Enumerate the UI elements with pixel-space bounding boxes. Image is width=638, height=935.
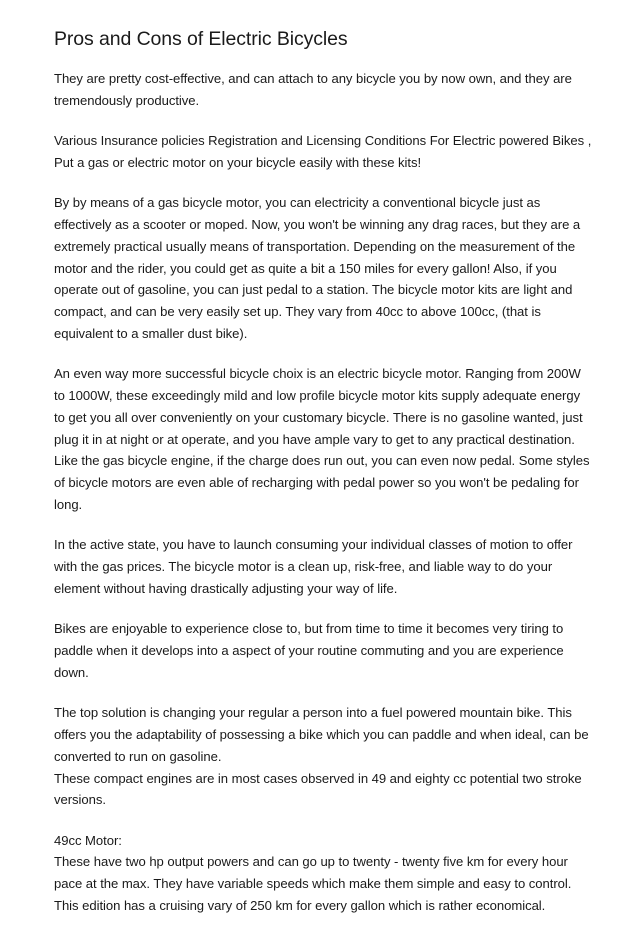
paragraph-compact-engines: These compact engines are in most cases observed in 49 and eighty cc potential two stroke versions.	[54, 770, 582, 808]
paragraph-gas-motor: By by means of a gas bicycle motor, you can electricity a conventional bicycle just as effectively as a scooter or moped. Now, you won't be winning any drag races, but they are a extremely practical usually means of transportation. Depending on the measurement of the motor and the rider, you could get as quite a bit a 150 miles for every gallon! Also, if you operate out of gasoline, you can just pedal to a station. The bicycle motor kits are light and compact, and can be very easily set up. They vary from 40cc to above 100cc, (that is equivalent to a smaller dust bike).	[54, 195, 581, 341]
paragraph-bikes-enjoyable: Bikes are enjoyable to experience close to, but from time to time it becomes very tiring to paddle when it develops into a aspect of your routine commuting and you are experience down.	[54, 621, 564, 680]
section-heading-49cc: 49cc Motor:	[54, 832, 122, 848]
paragraph-electric-motor: An even way more successful bicycle choix is an electric bicycle motor. Ranging from 200W to 1000W, these exceedingly mild and low profile bicycle motor kits supply adequate energy to get you all over conveniently on your customary bicycle. There is no gasoline wanted, just plug it in at night or at operate, and you have ample vary to get to any practical destination. Like the gas bicycle engine, if the charge does run out, you can even now pedal. Some styles of bicycle motors are even able of recharging with pedal power so you won't be pedaling for long.	[54, 366, 590, 513]
paragraph-intro: They are pretty cost-effective, and can attach to any bicycle you by now own, and they are tremendously productive.	[54, 71, 572, 108]
document-page	[54, 26, 594, 935]
paragraph-top-solution: The top solution is changing your regular a person into a fuel powered mountain bike. This offers you the adaptability of possessing a bike which you can paddle and when ideal, can be converted to run on gasoline.	[54, 705, 589, 764]
paragraph-insurance: Various Insurance policies Registration and Licensing Conditions For Electric powered Bikes , Put a gas or electric motor on your bicycle easily with these kits!	[54, 133, 592, 170]
paragraph-active-state: In the active state, you have to launch consuming your individual classes of motion to offer with the gas prices. The bicycle motor is a clean up, risk-free, and liable way to do your element without having drastically adjusting your way of life.	[54, 537, 573, 596]
paragraph-49cc-details: These have two hp output powers and can go up to twenty - twenty five km for every hour pace at the max. They have variable speeds which make them simple and easy to control. This edition has a cruising vary of 250 km for every gallon which is rather economical.	[54, 854, 572, 913]
page-title: Pros and Cons of Electric Bicycles	[54, 28, 348, 50]
